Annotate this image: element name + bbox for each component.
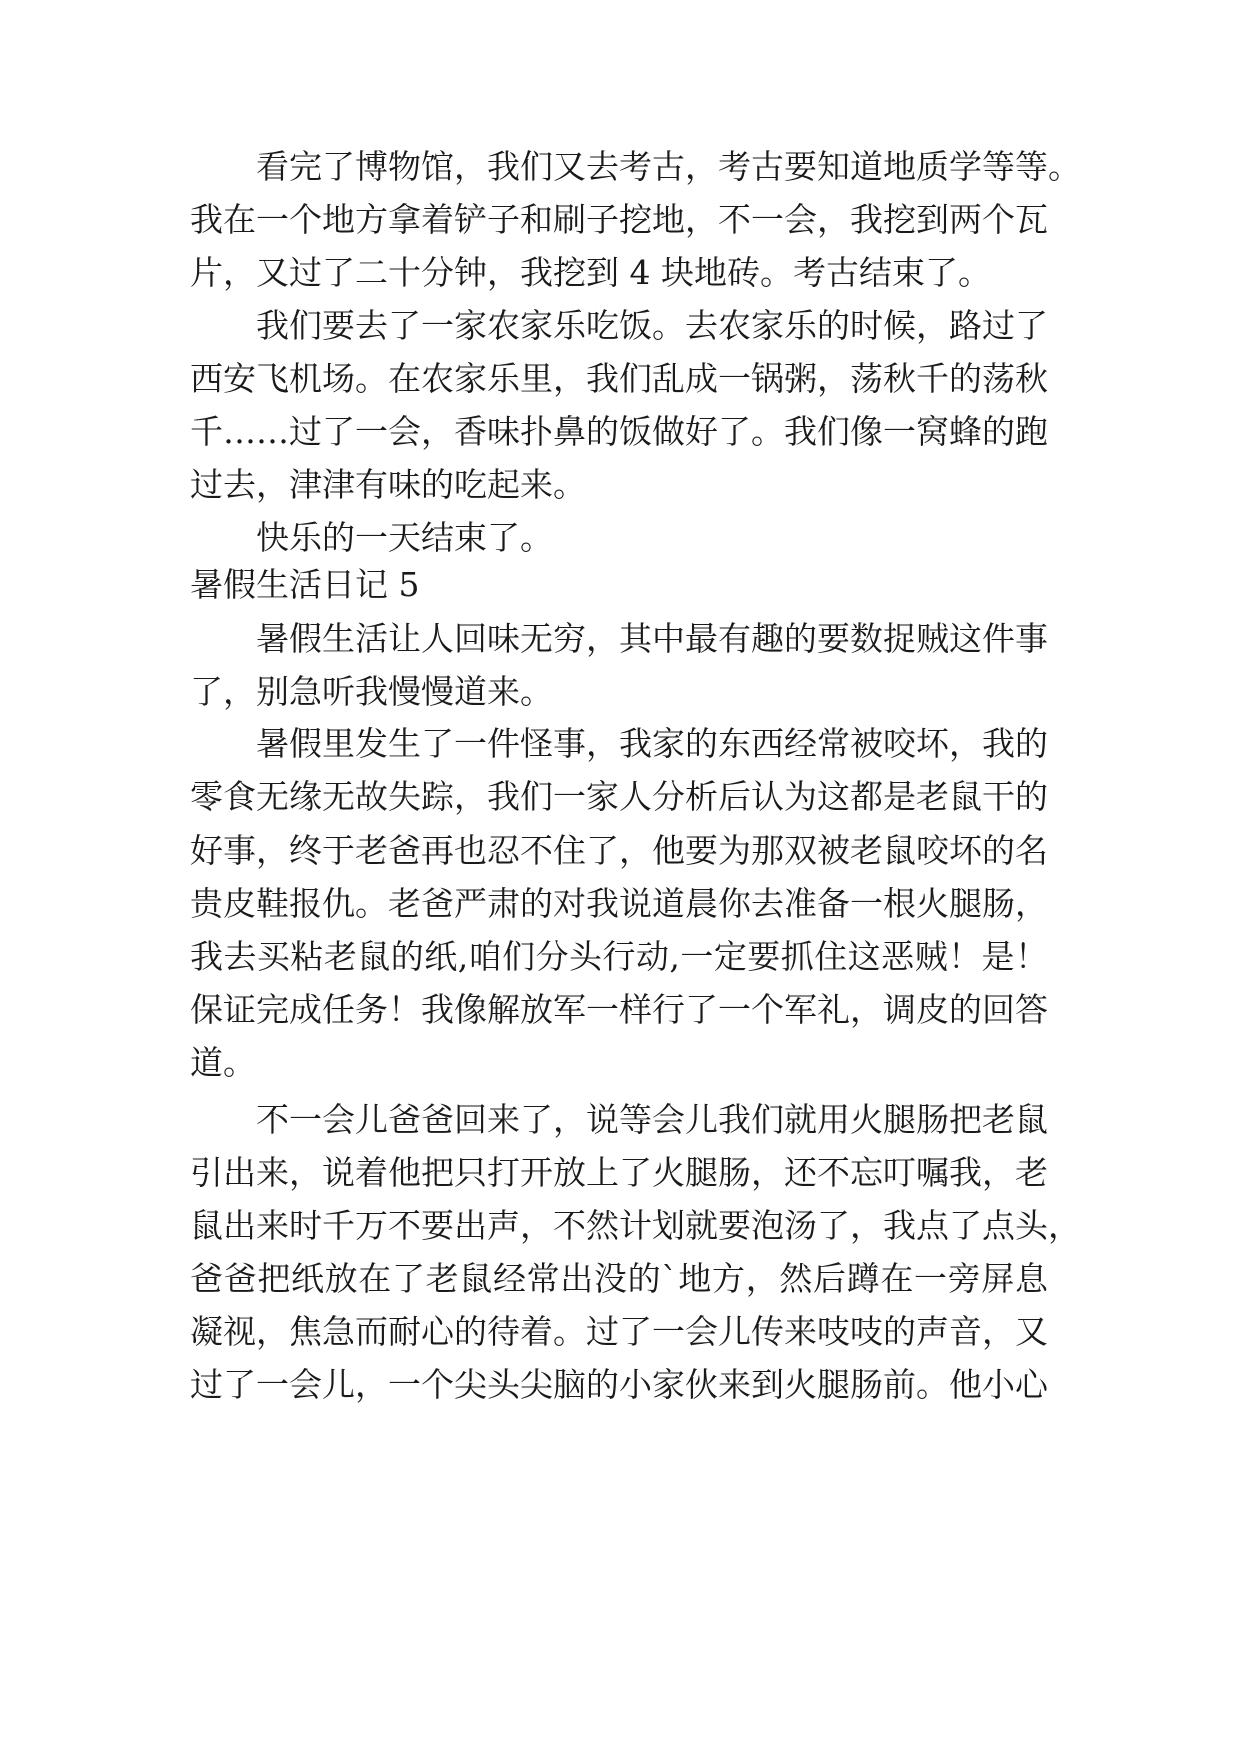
paragraph-line: 零食无缘无故失踪，我们一家人分析后认为这都是老鼠干的 bbox=[190, 777, 1048, 816]
paragraph-line: 我在一个地方拿着铲子和刷子挖地，不一会，我挖到两个瓦 bbox=[190, 200, 1048, 239]
paragraph-line: 贵皮鞋报仇。老爸严肃的对我说道晨你去准备一根火腿肠， bbox=[190, 884, 1048, 923]
paragraph-line: 引出来，说着他把只打开放上了火腿肠，还不忘叮嘱我，老 bbox=[190, 1153, 1048, 1192]
paragraph-line: 凝视，焦急而耐心的待着。过了一会儿传来吱吱的声音，又 bbox=[190, 1312, 1048, 1351]
paragraph-line: 好事，终于老爸再也忍不住了，他要为那双被老鼠咬坏的名 bbox=[190, 831, 1048, 870]
paragraph-line: 保证完成任务！我像解放军一样行了一个军礼，调皮的回答 bbox=[190, 990, 1048, 1029]
paragraph-line: 暑假里发生了一件怪事，我家的东西经常被咬坏，我的 bbox=[256, 724, 1048, 763]
paragraph-line: 爸爸把纸放在了老鼠经常出没的`地方，然后蹲在一旁屏息 bbox=[190, 1259, 1048, 1298]
paragraph-line: 千……过了一会，香味扑鼻的饭做好了。我们像一窝蜂的跑 bbox=[190, 412, 1048, 451]
paragraph-line: 我去买粘老鼠的纸,咱们分头行动,一定要抓住这恶贼！是！ bbox=[190, 937, 1048, 976]
paragraph-line: 我们要去了一家农家乐吃饭。去农家乐的时候，路过了 bbox=[256, 306, 1048, 345]
section-heading: 暑假生活日记 5 bbox=[190, 565, 420, 604]
paragraph-line: 暑假生活让人回味无穷，其中最有趣的要数捉贼这件事 bbox=[256, 619, 1048, 658]
paragraph-line: 道。 bbox=[190, 1043, 256, 1082]
paragraph-line: 片，又过了二十分钟，我挖到 4 块地砖。考古结束了。 bbox=[190, 253, 991, 292]
paragraph-line: 过了一会儿，一个尖头尖脑的小家伙来到火腿肠前。他小心 bbox=[190, 1365, 1048, 1404]
paragraph-line: 看完了博物馆，我们又去考古，考古要知道地质学等等。 bbox=[256, 147, 1081, 186]
paragraph-line: 西安飞机场。在农家乐里，我们乱成一锅粥，荡秋千的荡秋 bbox=[190, 359, 1048, 398]
paragraph-line: 鼠出来时千万不要出声，不然计划就要泡汤了，我点了点头， bbox=[190, 1206, 1081, 1245]
paragraph-line: 了，别急听我慢慢道来。 bbox=[190, 672, 553, 711]
paragraph-line: 快乐的一天结束了。 bbox=[256, 518, 553, 557]
paragraph-line: 过去，津津有味的吃起来。 bbox=[190, 465, 586, 504]
paragraph-line: 不一会儿爸爸回来了，说等会儿我们就用火腿肠把老鼠 bbox=[256, 1100, 1048, 1139]
